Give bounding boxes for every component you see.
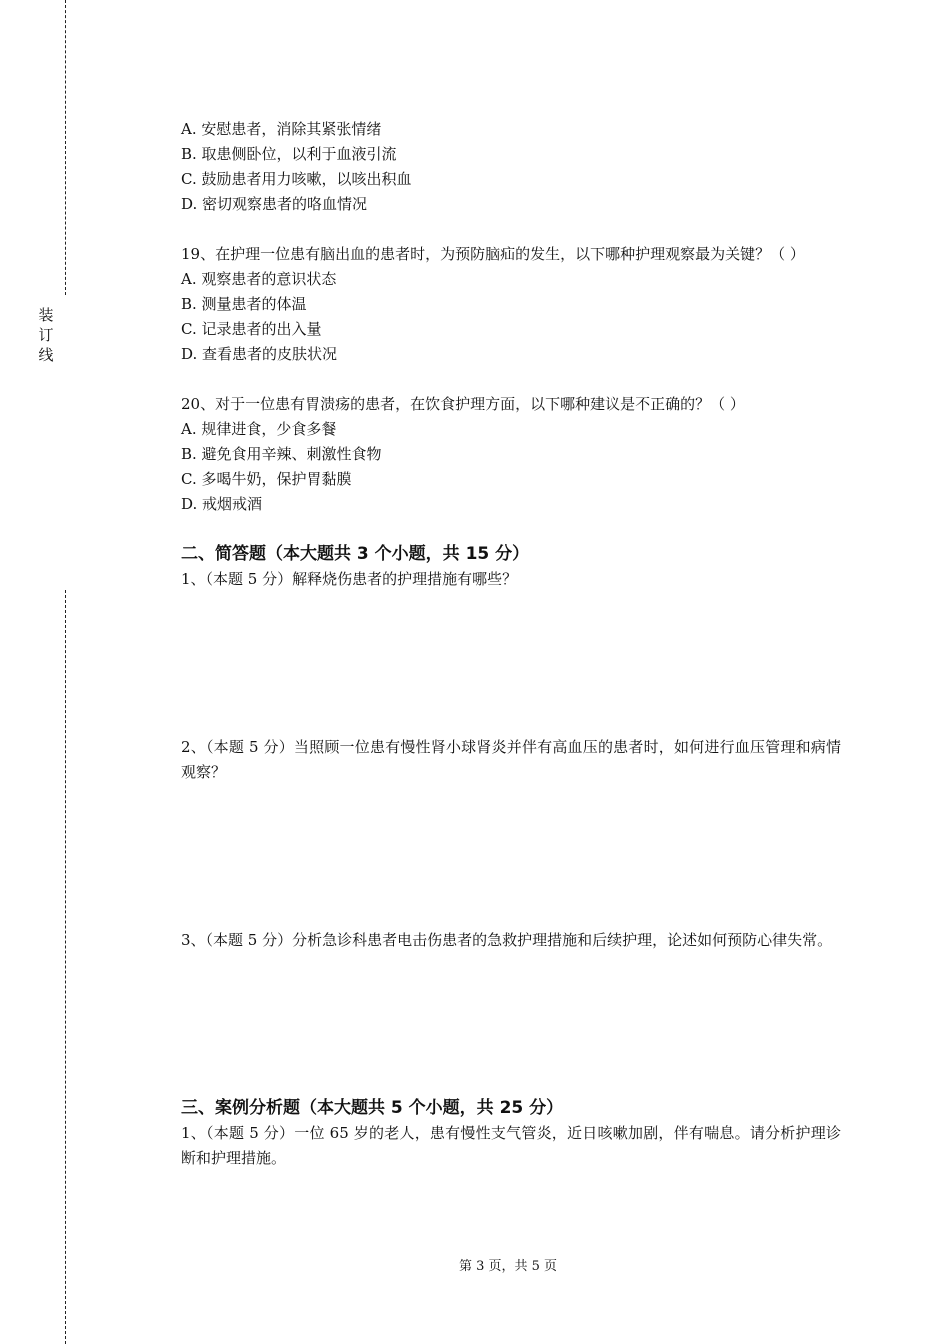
question-18-option-a: A. 安慰患者，消除其紧张情绪 <box>181 120 382 138</box>
question-19-option-c: C. 记录患者的出入量 <box>181 320 322 338</box>
question-20 <box>181 392 841 517</box>
question-18-options <box>181 117 841 217</box>
answer-space <box>181 592 841 735</box>
question-19-option-d: D. 查看患者的皮肤状况 <box>181 345 338 363</box>
binding-char: 装 <box>38 306 54 324</box>
question-20-option-b: B. 避免食用辛辣、刺激性食物 <box>181 445 382 463</box>
question-20-option-c: C. 多喝牛奶，保护胃黏膜 <box>181 470 352 488</box>
answer-space <box>181 953 841 1096</box>
section-short-answer <box>181 542 841 1096</box>
question-19-option-b: B. 测量患者的体温 <box>181 295 307 313</box>
binding-char: 订 <box>38 326 54 344</box>
short-answer-question-1: 1、（本题 5 分）解释烧伤患者的护理措施有哪些？ <box>181 570 518 588</box>
section-2-heading: 二、简答题（本大题共 3 个小题，共 15 分） <box>181 544 530 564</box>
binding-char: 线 <box>38 346 54 364</box>
question-19 <box>181 242 841 367</box>
question-20-stem: 20、对于一位患有胃溃疡的患者，在饮食护理方面，以下哪种建议是不正确的？（ ） <box>181 395 745 413</box>
section-case-analysis <box>181 1096 841 1171</box>
question-18-option-d: D. 密切观察患者的咯血情况 <box>181 195 368 213</box>
exam-content <box>181 117 841 1171</box>
short-answer-question-2: 2、（本题 5 分）当照顾一位患有慢性肾小球肾炎并伴有高血压的患者时，如何进行血压管理和病情观察？ <box>181 738 841 781</box>
question-18-option-b: B. 取患侧卧位，以利于血液引流 <box>181 145 397 163</box>
question-20-option-a: A. 规律进食，少食多餐 <box>181 420 337 438</box>
binding-line-bottom <box>65 590 66 1344</box>
section-3-heading: 三、案例分析题（本大题共 5 个小题，共 25 分） <box>181 1098 564 1118</box>
short-answer-question-3: 3、（本题 5 分）分析急诊科患者电击伤患者的急救护理措施和后续护理，论述如何预防心律失常。 <box>181 931 833 949</box>
page-number: 第 3 页，共 5 页 <box>458 1259 558 1274</box>
question-20-option-d: D. 戒烟戒酒 <box>181 495 263 513</box>
case-question-1: 1、（本题 5 分）一位 65 岁的老人，患有慢性支气管炎，近日咳嗽加剧，伴有喘息。请分析护理诊断和护理措施。 <box>181 1124 841 1167</box>
binding-line-label <box>37 305 55 365</box>
question-18-option-c: C. 鼓励患者用力咳嗽，以咳出积血 <box>181 170 412 188</box>
binding-line-top <box>65 0 66 295</box>
question-19-stem: 19、在护理一位患有脑出血的患者时，为预防脑疝的发生，以下哪种护理观察最为关键？（ ） <box>181 245 805 263</box>
question-19-option-a: A. 观察患者的意识状态 <box>181 270 337 288</box>
answer-space <box>181 785 841 928</box>
